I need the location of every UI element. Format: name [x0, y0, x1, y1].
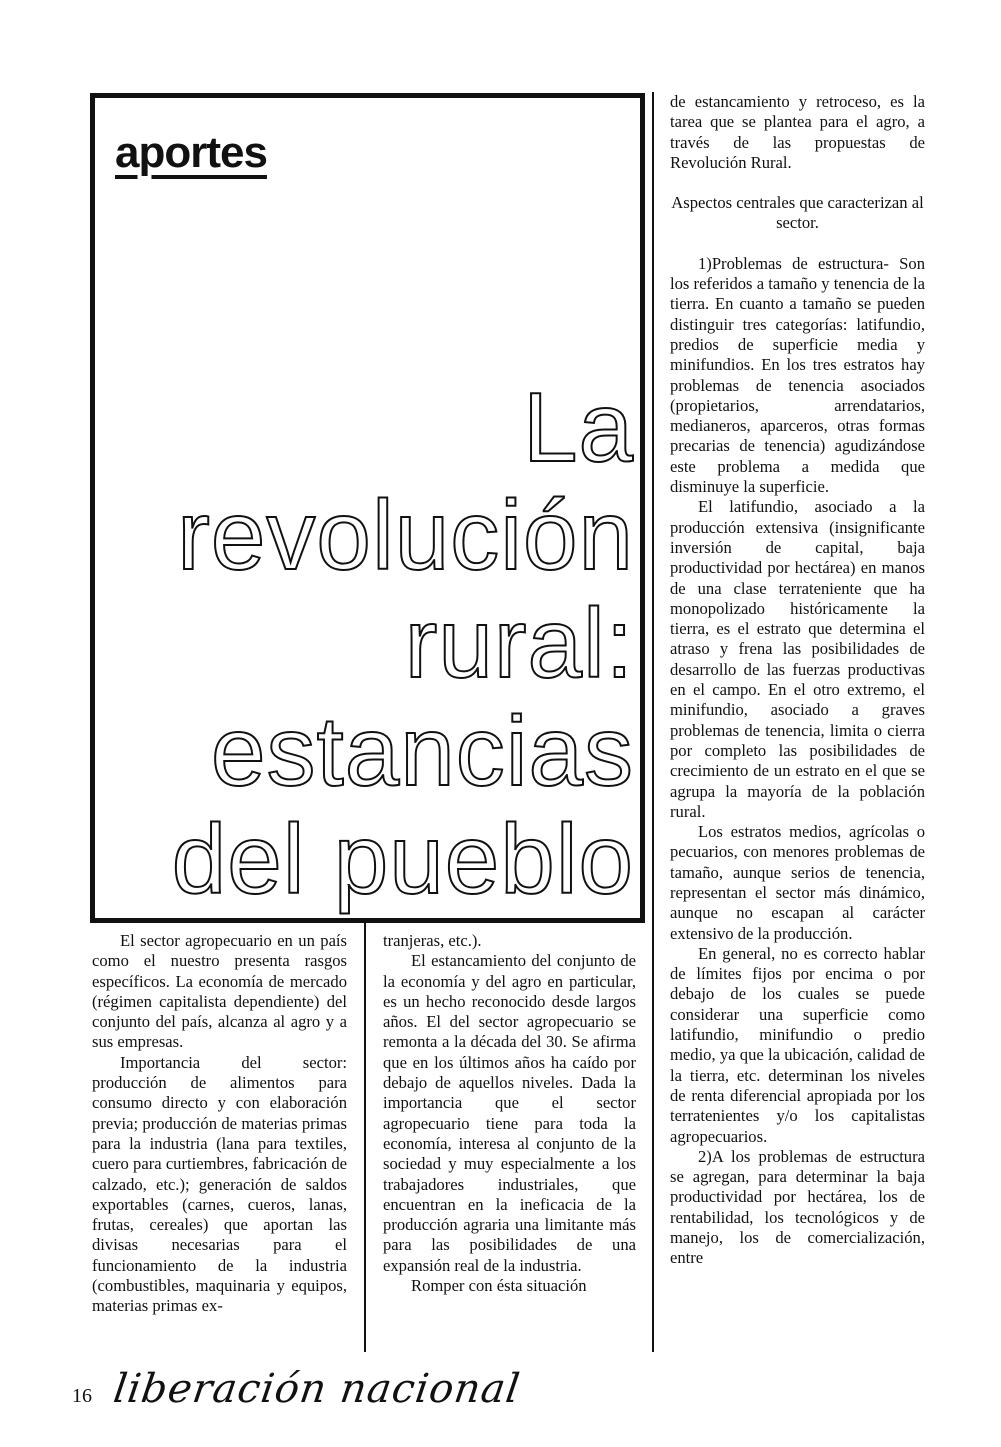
article-column-2	[383, 931, 636, 1296]
paragraph: El sector agropecuario en un país como el nuestro presenta rasgos específicos. La economía de mercado (régimen capitalista dependiente) del conjunto del país, alcanza al agro y a sus empresas.	[92, 931, 347, 1052]
paragraph: Importancia del sector: producción de alimentos para consumo directo y con elaboración previa; producción de materias primas para la industria (lana para textiles, cuero para curtiembres, fabricación de calzado, etc.); generación de saldos exportables (carnes, cueros, lanas, frutas, cereales) que aportan las divisas necesarias para el funcionamiento de la industria (combustibles, maquinaria y equipos, materias primas ex-	[92, 1052, 347, 1316]
page-number: 16	[72, 1385, 92, 1407]
masthead-logo: liberación nacional	[110, 1366, 524, 1412]
headline-line: del pueblo	[171, 804, 634, 914]
paragraph: tranjeras, etc.).	[383, 931, 482, 950]
title-frame	[90, 93, 645, 923]
headline-line: revolución	[177, 480, 634, 590]
headline-line: rural:	[404, 588, 634, 698]
article-column-3	[670, 92, 925, 1269]
paragraph: El latifundio, asociado a la producción extensiva (insignificante inversión de capital, baja productividad por hectárea) en manos de una clase terrateniente que ha monopolizado históricamente la tierra, es el estrato que determina el atraso y frena las posibilidades de desarrollo de las fuerzas productivas en el campo. En el otro extremo, el minifundio, asociado a graves problemas de tenencia, limita o cierra por completo las posibilidades de crecimiento de un estrato en el que se agrupa la mayoría de la población rural.	[670, 497, 925, 821]
headline-line: estancias	[210, 696, 634, 806]
paragraph: Romper con ésta situación	[411, 1276, 587, 1296]
section-title: aportes	[115, 128, 267, 177]
column-divider	[364, 922, 366, 1352]
paragraph: Los estratos medios, agrícolas o pecuarios, con menores problemas de tamaño, aunque serios de tenencia, representan el sector más dinámico, aunque no escapan al carácter extensivo de la producción.	[670, 822, 925, 943]
paragraph: 1)Problemas de estructura- Son los referidos a tamaño y tenencia de la tierra. En cuanto a tamaño se pueden distinguir tres categorías: latifundio, predios de superficie media y minifundios. En los tres estratos hay problemas de tenencia asociados (propietarios, arrendatarios, medianeros, aparceros, otras formas precarias de tenencia) agudizándose este problema a medida que disminuye la superficie.	[670, 253, 925, 497]
paragraph: El estancamiento del conjunto de la economía y del agro en particular, es un hecho reconocido desde largos años. El del sector agropecuario se remonta a la década del 30. Se afirma que en los últimos años ha caído por debajo de aquellos niveles. Dada la importancia que el sector agropecuario tiene para toda la economía, interesa al conjunto de la sociedad y muy especialmente a los trabajadores industriales, que encuentran en la ineficacia de la producción agraria una limitante más para las posibilidades de una expansión real de la industria.	[383, 951, 636, 1275]
column-divider	[652, 92, 654, 1352]
paragraph: de estancamiento y retroceso, es la tarea que se plantea para el agro, a través de las propuestas de Revolución Rural.	[670, 92, 925, 172]
paragraph: 2)A los problemas de estructura se agregan, para determinar la baja productividad por hectárea, los de rentabilidad, los tecnológicos y de manejo, los de comercialización, entre	[670, 1146, 925, 1268]
headline	[172, 373, 634, 913]
article-column-1	[92, 931, 347, 1317]
headline-line: La	[522, 372, 634, 482]
paragraph: En general, no es correcto hablar de límites fijos por encima o por debajo de los cuales se puede considerar una superficie como latifundio, minifundio o predio medio, ya que la ubicación, calidad de la tierra, etc. determinan los niveles de renta diferencial apropiada por los terratenientes y/o los capitalistas agropecuarios.	[670, 943, 925, 1146]
subheading: Aspectos centrales que caracterizan al sector.	[671, 193, 924, 233]
